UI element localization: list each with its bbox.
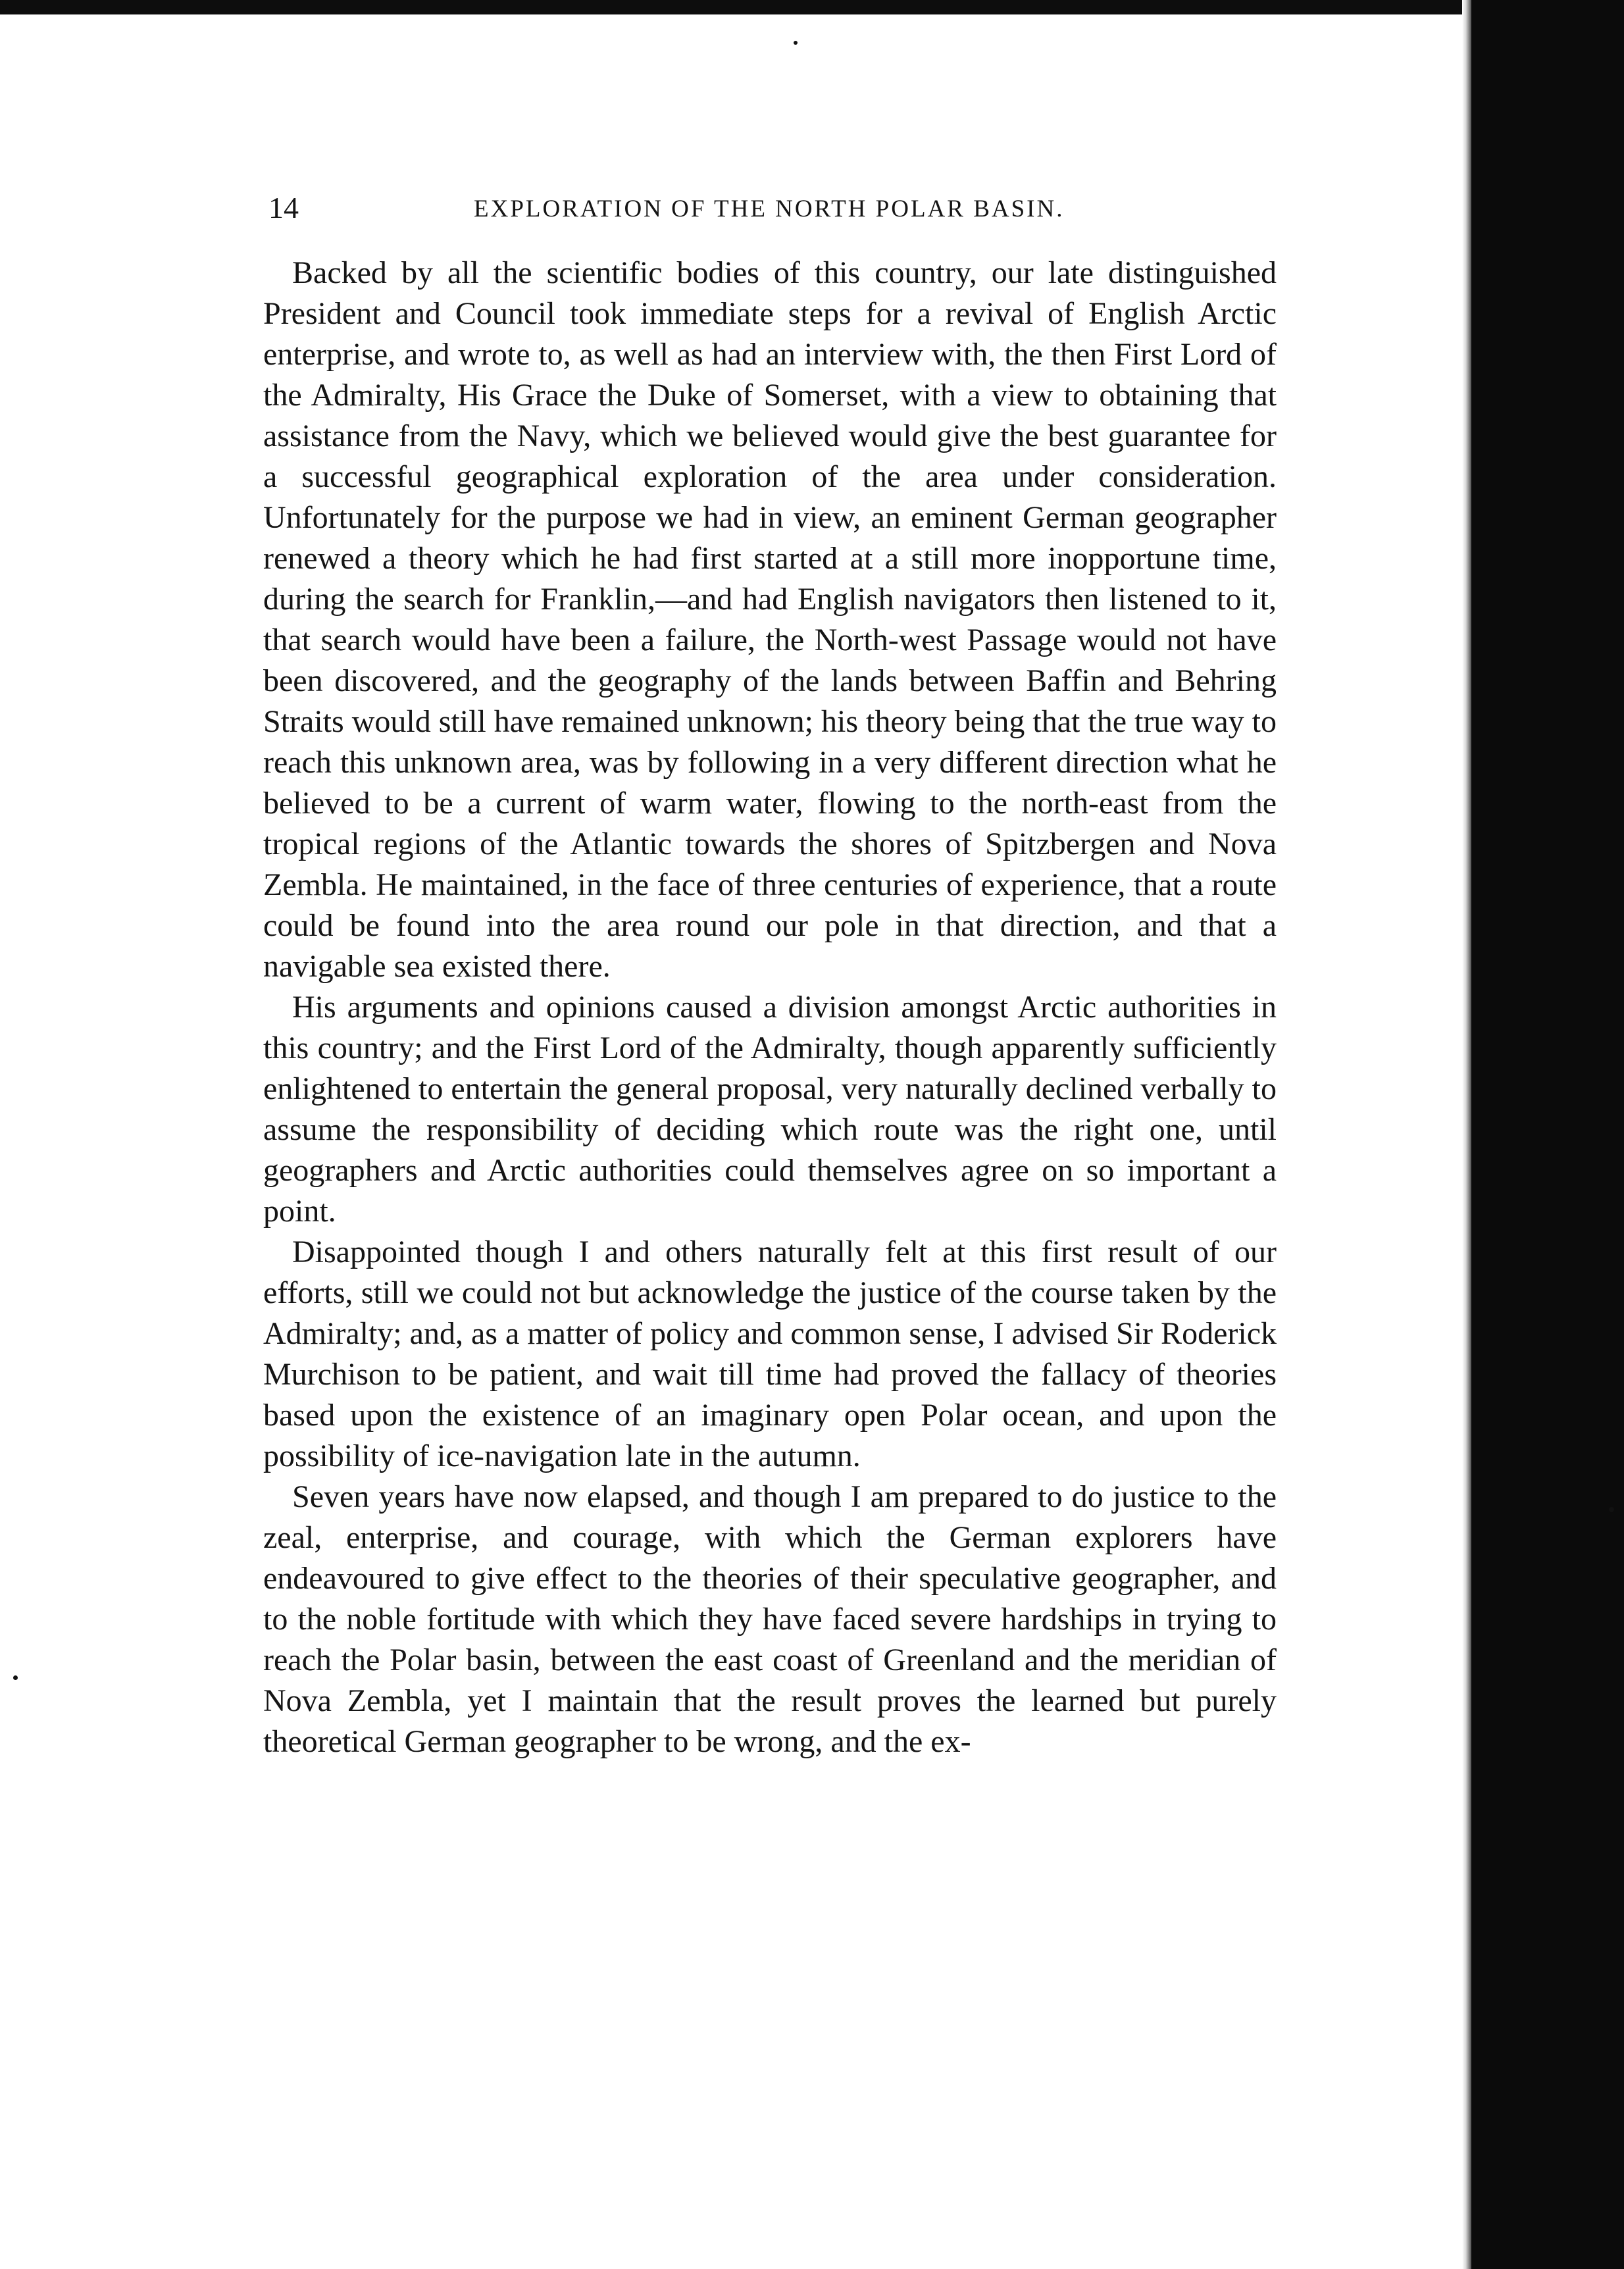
paragraph: Disappointed though I and others naturally felt at this first result of our efforts, still we could not but acknowledge the justice of the course taken by the Admiralty; and, as a matter of policy and common sense, I advised Sir Roderick Murchison to be patient, and wait till time had proved the fallacy of theories based upon the existence of an imaginary open Polar ocean, and upon the possibility of ice-navigation late in the autumn. — [263, 1235, 1277, 1473]
scan-speck — [13, 1675, 18, 1680]
scan-top-border — [0, 0, 1624, 14]
scan-right-border — [1471, 0, 1624, 2269]
page-edge-shadow — [1462, 0, 1471, 2269]
scan-speck — [794, 41, 798, 45]
paragraph: His arguments and opinions caused a division amongst Arctic authorities in this country; and the First Lord of the Admiralty, though apparently sufficiently enlightened to entertain the general proposal, very naturally declined verbally to assume the responsibility of deciding which route was the right one, until geographers and Arctic authorities could themselves agree on so important a point. — [263, 990, 1277, 1229]
page-header — [268, 187, 1090, 229]
body-text — [263, 253, 1277, 1762]
running-title: EXPLORATION OF THE NORTH POLAR BASIN. — [474, 195, 1065, 222]
paragraph: Seven years have now elapsed, and though I am prepared to do justice to the zeal, enterprise, and courage, with which the German explorers have endeavoured to give effect to the theories of their speculative geographer, and to the noble fortitude with which they have faced severe hardships in trying to reach the Polar basin, between the east coast of Greenland and the meridian of Nova Zembla, yet I maintain that the result proves the learned but purely theoretical German geographer to be wrong, and the ex- — [263, 1479, 1277, 1759]
paragraph: Backed by all the scientific bodies of this country, our late distinguished President and Council took immediate steps for a revival of English Arctic enterprise, and wrote to, as well as had an interview with, the then First Lord of the Admiralty, His Grace the Duke of Somerset, with a view to obtaining that assistance from the Navy, which we believed would give the best guarantee for a successful geographical exploration of the area under consideration. Unfortunately for the purpose we had in view, an eminent German geographer renewed a theory which he had first started at a still more inopportune time, during the search for Franklin,—and had English navigators then listened to it, that search would have been a failure, the North-west Passage would not have been discovered, and the geography of the lands between Baffin and Behring Straits would still have remained unknown; his theory being that the true way to reach this unknown area, was by following in a very different direction what he believed to be a current of warm water, flowing to the north-east from the tropical regions of the Atlantic towards the shores of Spitzbergen and Nova Zembla. He maintained, in the face of three centuries of experience, that a route could be found into the area round our pole in that direction, and that a navigable sea existed there. — [263, 255, 1277, 984]
page-number: 14 — [268, 191, 299, 224]
scan-speck — [1609, 1507, 1614, 1512]
